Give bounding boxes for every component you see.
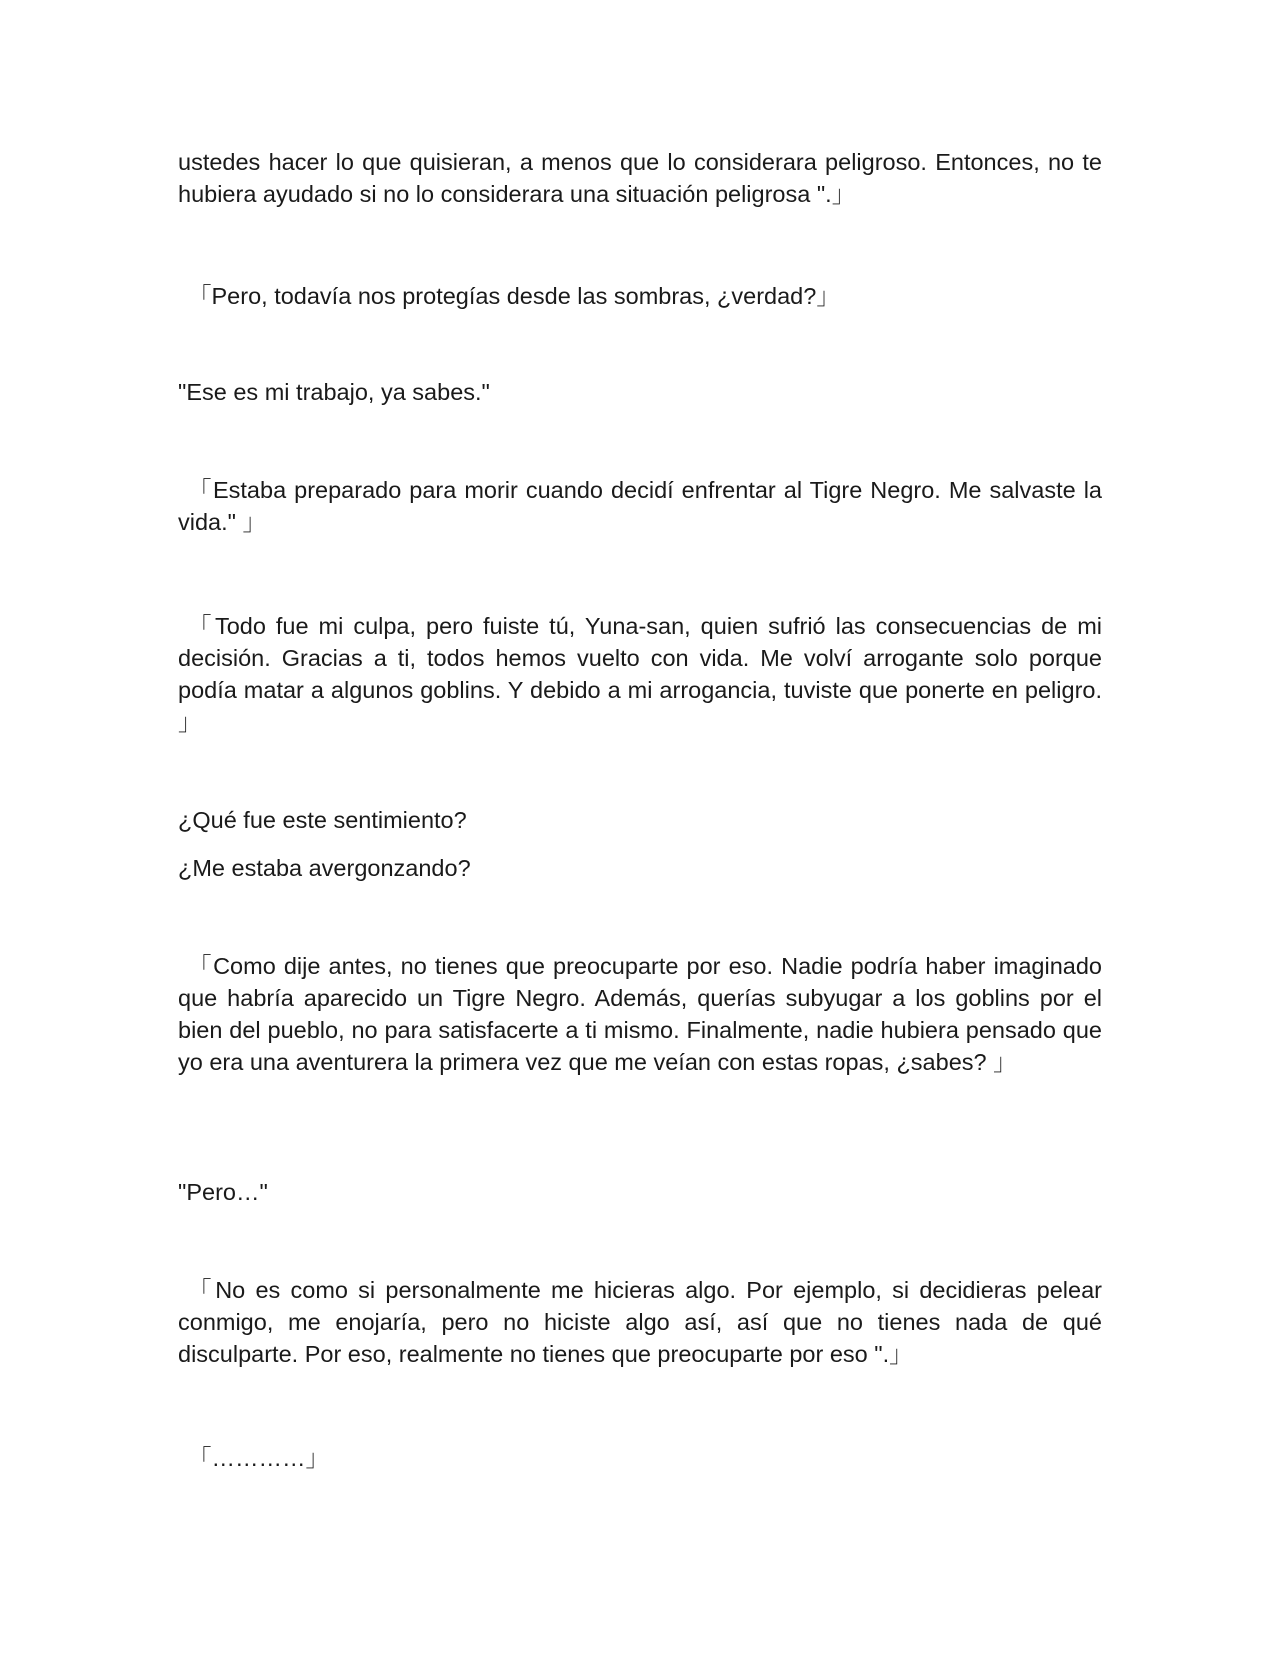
paragraph-pero: "Pero…" xyxy=(178,1179,268,1205)
paragraph-avergonzando: ¿Me estaba avergonzando? xyxy=(178,855,471,881)
paragraph-continuation: ustedes hacer lo que quisieran, a menos que lo considerara peligroso. Entonces, no te hubiera ayudado si no lo considerara una situación peligrosa ".」 xyxy=(178,149,1102,207)
paragraph-dialog-como-dije: 「Como dije antes, no tienes que preocuparte por eso. Nadie podría haber imaginado que habría aparecido un Tigre Negro. Además, querías subyugar a los goblins por el bien del pueblo, no para satisfacerte a ti mismo. Finalmente, nadie hubiera pensado que yo era una aventurera la primera vez que me veían con estas ropas, ¿sabes? 」 xyxy=(178,953,1102,1075)
paragraph-dialog-protegias: 「Pero, todavía nos protegías desde las sombras, ¿verdad?」 xyxy=(188,283,840,309)
paragraph-mi-trabajo: "Ese es mi trabajo, ya sabes." xyxy=(178,379,490,405)
paragraph-dialog-personalmente: 「No es como si personalmente me hicieras algo. Por ejemplo, si decidieras pelear conmigo, me enojaría, pero no hiciste algo así, así que no tienes nada de qué disculparte. Por eso, realmente no tienes que preocuparte por eso ".」 xyxy=(178,1277,1102,1367)
paragraph-dialog-ellipsis: 「…………」 xyxy=(188,1445,329,1471)
paragraph-dialog-tigre-negro: 「Estaba preparado para morir cuando decidí enfrentar al Tigre Negro. Me salvaste la vida." 」 xyxy=(178,477,1102,535)
paragraph-sentimiento: ¿Qué fue este sentimiento? xyxy=(178,807,467,833)
paragraph-dialog-culpa: 「Todo fue mi culpa, pero fuiste tú, Yuna-san, quien sufrió las consecuencias de mi decisión. Gracias a ti, todos hemos vuelto con vida. Me volví arrogante solo porque podía matar a algunos goblins. Y debido a mi arrogancia, tuviste que ponerte en peligro. 」 xyxy=(178,613,1102,735)
